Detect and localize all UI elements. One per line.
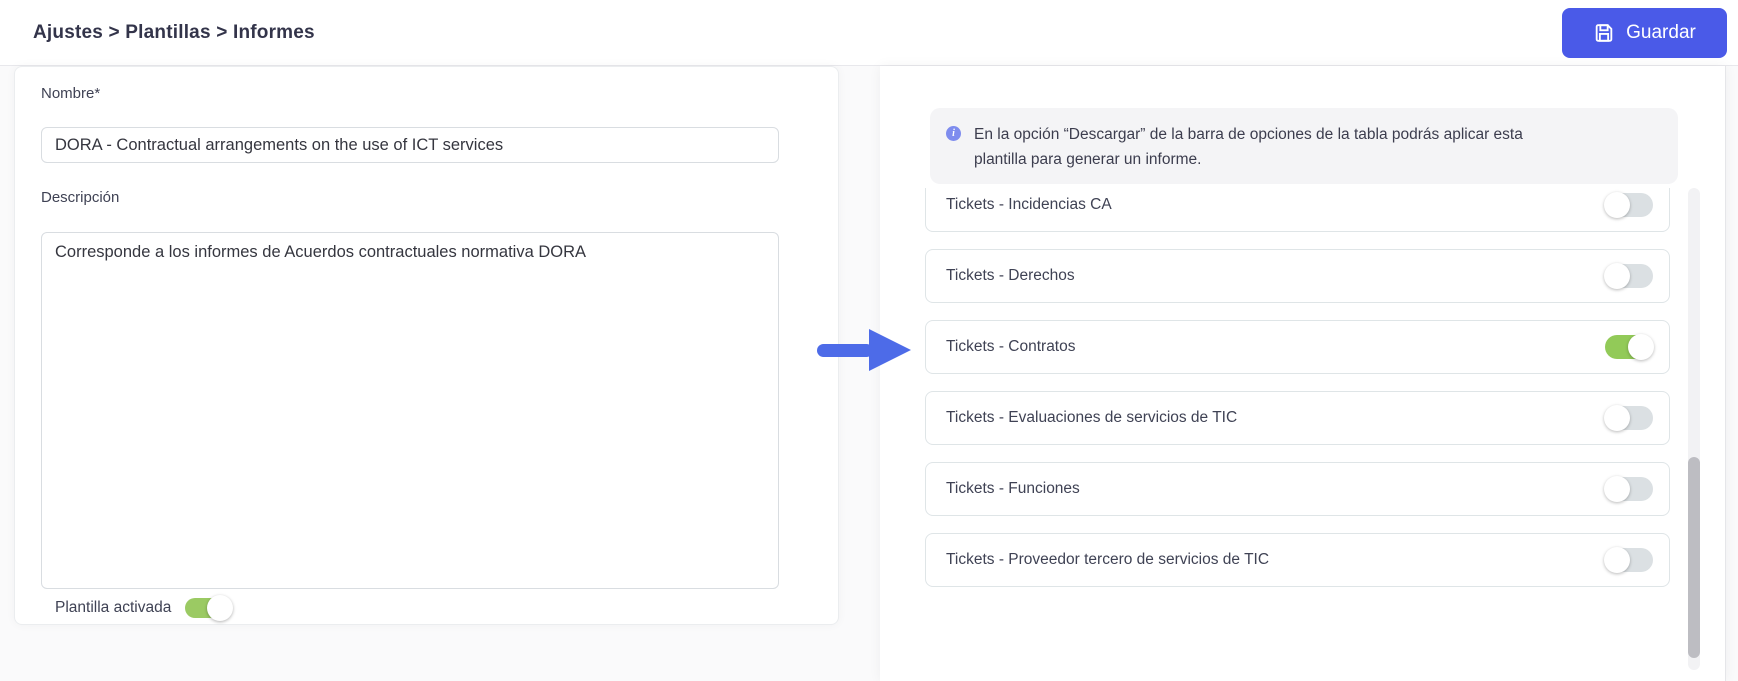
- toggle-knob: [1628, 334, 1654, 360]
- table-toggle[interactable]: [1605, 335, 1653, 359]
- table-toggle-list: [925, 188, 1672, 681]
- report-tables-panel: [880, 66, 1726, 681]
- table-name-label: Tickets - Derechos: [946, 267, 1075, 284]
- description-label: Descripción: [41, 189, 120, 206]
- info-icon: i: [946, 126, 961, 141]
- table-toggle-row[interactable]: [925, 462, 1670, 516]
- top-bar: [0, 0, 1738, 66]
- table-toggle-row[interactable]: [925, 320, 1670, 374]
- table-toggle-row[interactable]: [925, 391, 1670, 445]
- info-banner: [930, 108, 1678, 184]
- table-name-label: Tickets - Funciones: [946, 480, 1080, 497]
- name-input[interactable]: [41, 127, 779, 163]
- toggle-knob: [1604, 476, 1630, 502]
- table-toggle[interactable]: [1605, 264, 1653, 288]
- table-toggle[interactable]: [1605, 548, 1653, 572]
- toggle-knob: [1604, 547, 1630, 573]
- breadcrumb[interactable]: Ajustes > Plantillas > Informes: [33, 21, 315, 43]
- table-toggle[interactable]: [1605, 477, 1653, 501]
- description-textarea[interactable]: [41, 232, 779, 589]
- table-name-label: Tickets - Contratos: [946, 338, 1076, 355]
- table-name-label: Tickets - Proveedor tercero de servicios de TIC: [946, 551, 1270, 568]
- toggle-knob: [1604, 405, 1630, 431]
- toggle-knob: [1604, 192, 1630, 218]
- list-scrollbar-thumb[interactable]: [1688, 457, 1700, 658]
- template-activated-row: [55, 595, 231, 621]
- template-form-card: [14, 66, 839, 625]
- table-toggle-row[interactable]: [925, 533, 1670, 587]
- table-toggle-row[interactable]: [925, 188, 1670, 232]
- table-name-label: Tickets - Incidencias CA: [946, 196, 1112, 213]
- save-icon: [1593, 22, 1615, 44]
- table-toggle[interactable]: [1605, 406, 1653, 430]
- info-banner-text: En la opción “Descargar” de la barra de opciones de la tabla podrás aplicar esta plantilla para generar un informe.: [974, 126, 1523, 168]
- name-label: Nombre*: [41, 85, 101, 102]
- template-activated-label: Plantilla activada: [55, 599, 172, 616]
- table-name-label: Tickets - Evaluaciones de servicios de TIC: [946, 409, 1238, 426]
- save-button-label: Guardar: [1626, 22, 1696, 43]
- toggle-knob: [207, 595, 233, 621]
- template-activated-toggle[interactable]: [185, 598, 231, 618]
- save-button[interactable]: [1562, 8, 1727, 58]
- table-toggle[interactable]: [1605, 193, 1653, 217]
- toggle-knob: [1604, 263, 1630, 289]
- table-toggle-row[interactable]: [925, 249, 1670, 303]
